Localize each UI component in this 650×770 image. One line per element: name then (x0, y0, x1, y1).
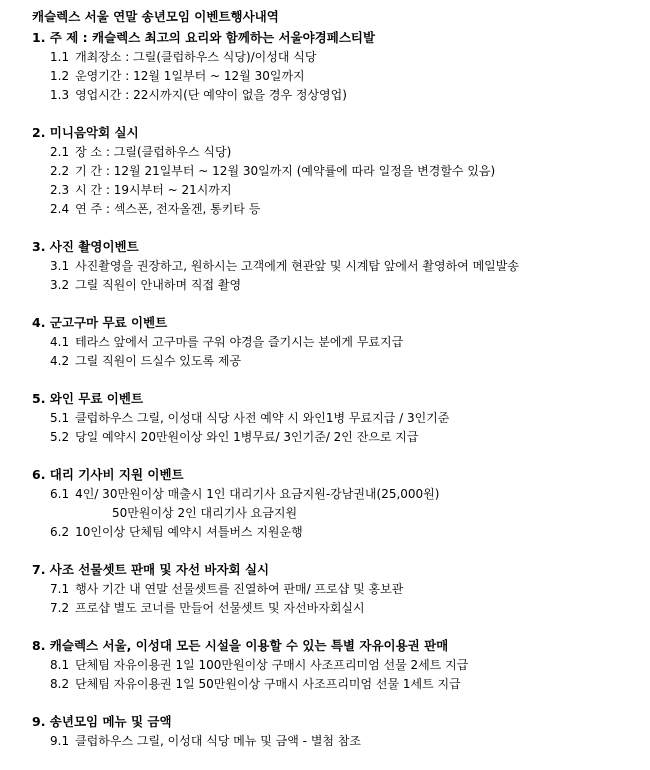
section-6 (32, 465, 650, 542)
section-item (32, 656, 650, 675)
item-number: 5.2 (50, 430, 70, 444)
item-number: 3.2 (50, 278, 70, 292)
section-item (32, 485, 650, 504)
item-number: 8.2 (50, 677, 70, 691)
item-text: 단체팀 자유이용권 1일 50만원이상 구매시 사조프리미엄 선물 1세트 지급 (75, 677, 461, 691)
section-item (32, 580, 650, 599)
item-number: 6.1 (50, 487, 70, 501)
section-7 (32, 560, 650, 618)
item-text: 시 간 : 19시부터 ~ 21시까지 (75, 183, 232, 197)
item-number: 2.3 (50, 183, 70, 197)
section-item (32, 86, 650, 105)
section-2 (32, 123, 650, 219)
section-1 (32, 28, 650, 105)
section-8 (32, 636, 650, 694)
item-text: 10인이상 단체팀 예약시 셔틀버스 지원운행 (75, 525, 303, 539)
item-number: 1.2 (50, 69, 70, 83)
item-number: 8.1 (50, 658, 70, 672)
section-heading: 4. 군고구마 무료 이벤트 (32, 315, 168, 330)
item-text: 프로샵 별도 코너를 만들어 선물셋트 및 자선바자회실시 (75, 601, 365, 615)
section-heading: 3. 사진 촬영이벤트 (32, 239, 139, 254)
section-item (32, 200, 650, 219)
item-number: 7.2 (50, 601, 70, 615)
item-text: 기 간 : 12월 21일부터 ~ 12월 30일까지 (예약률에 따라 일정을 변경할수 있음) (75, 164, 496, 178)
section-item (32, 428, 650, 447)
item-text: 클럽하우스 그릴, 이성대 식당 메뉴 및 금액 - 별첨 참조 (75, 734, 362, 748)
section-item (32, 48, 650, 67)
item-text: 50만원이상 2인 대리기사 요금지원 (112, 506, 298, 520)
section-item (32, 599, 650, 618)
item-text: 그릴 직원이 안내하며 직접 촬영 (75, 278, 242, 292)
item-number: 6.2 (50, 525, 70, 539)
item-text: 영업시간 : 22시까지(단 예약이 없을 경우 정상영업) (75, 88, 347, 102)
item-text: 사진촬영을 권장하고, 원하시는 고객에게 현관앞 및 시계탑 앞에서 촬영하여 메일발송 (75, 259, 519, 273)
item-text: 그릴 직원이 드실수 있도록 제공 (75, 354, 242, 368)
item-text: 장 소 : 그릴(클럽하우스 식당) (75, 145, 232, 159)
section-item (32, 67, 650, 86)
item-number: 1.1 (50, 50, 70, 64)
item-text: 단체팀 자유이용권 1일 100만원이상 구매시 사조프리미엄 선물 2세트 지급 (75, 658, 469, 672)
item-text: 행사 기간 내 연말 선물셋트를 진열하여 판매/ 프로샵 및 홍보관 (75, 582, 404, 596)
item-number: 3.1 (50, 259, 70, 273)
section-4 (32, 313, 650, 371)
section-item (32, 504, 650, 523)
item-number: 2.1 (50, 145, 70, 159)
section-item (32, 162, 650, 181)
section-item (32, 352, 650, 371)
item-text: 운영기간 : 12월 1일부터 ~ 12월 30일까지 (75, 69, 305, 83)
item-number: 4.1 (50, 335, 70, 349)
section-item (32, 409, 650, 428)
section-item (32, 675, 650, 694)
section-item (32, 181, 650, 200)
item-text: 클럽하우스 그릴, 이성대 식당 사전 예약 시 와인1병 무료지급 / 3인기준 (75, 411, 450, 425)
section-item (32, 523, 650, 542)
section-item (32, 257, 650, 276)
item-text: 연 주 : 섹스폰, 전자올겐, 통키타 등 (75, 202, 261, 216)
section-heading: 5. 와인 무료 이벤트 (32, 391, 144, 406)
item-number: 5.1 (50, 411, 70, 425)
section-list (32, 28, 650, 751)
section-9 (32, 712, 650, 751)
item-text: 4인/ 30만원이상 매출시 1인 대리기사 요금지원-강남권내(25,000원) (75, 487, 440, 501)
document-title: 캐슬렉스 서울 연말 송년모임 이벤트행사내역 (32, 9, 279, 24)
item-number: 1.3 (50, 88, 70, 102)
item-text: 개최장소 : 그릴(클럽하우스 식당)/이성대 식당 (75, 50, 317, 64)
section-heading: 7. 사조 선물셋트 판매 및 자선 바자회 실시 (32, 562, 270, 577)
item-number: 2.2 (50, 164, 70, 178)
item-number: 7.1 (50, 582, 70, 596)
item-number: 2.4 (50, 202, 70, 216)
item-text: 당일 예약시 20만원이상 와인 1병무료/ 3인기준/ 2인 잔으로 지급 (75, 430, 419, 444)
item-number: 9.1 (50, 734, 70, 748)
section-item (32, 276, 650, 295)
section-item (32, 143, 650, 162)
section-5 (32, 389, 650, 447)
section-heading: 9. 송년모임 메뉴 및 금액 (32, 714, 172, 729)
section-heading: 8. 캐슬렉스 서울, 이성대 모든 시설을 이용할 수 있는 특별 자유이용권 판매 (32, 638, 449, 653)
section-heading: 1. 주 제 : 캐슬렉스 최고의 요리와 함께하는 서울야경페스티발 (32, 30, 376, 45)
item-text: 테라스 앞에서 고구마를 구워 야경을 즐기시는 분에게 무료지급 (75, 335, 404, 349)
section-heading: 2. 미니음악회 실시 (32, 125, 139, 140)
section-3 (32, 237, 650, 295)
section-item (32, 732, 650, 751)
section-item (32, 333, 650, 352)
item-number: 4.2 (50, 354, 70, 368)
section-heading: 6. 대리 기사비 지원 이벤트 (32, 467, 184, 482)
